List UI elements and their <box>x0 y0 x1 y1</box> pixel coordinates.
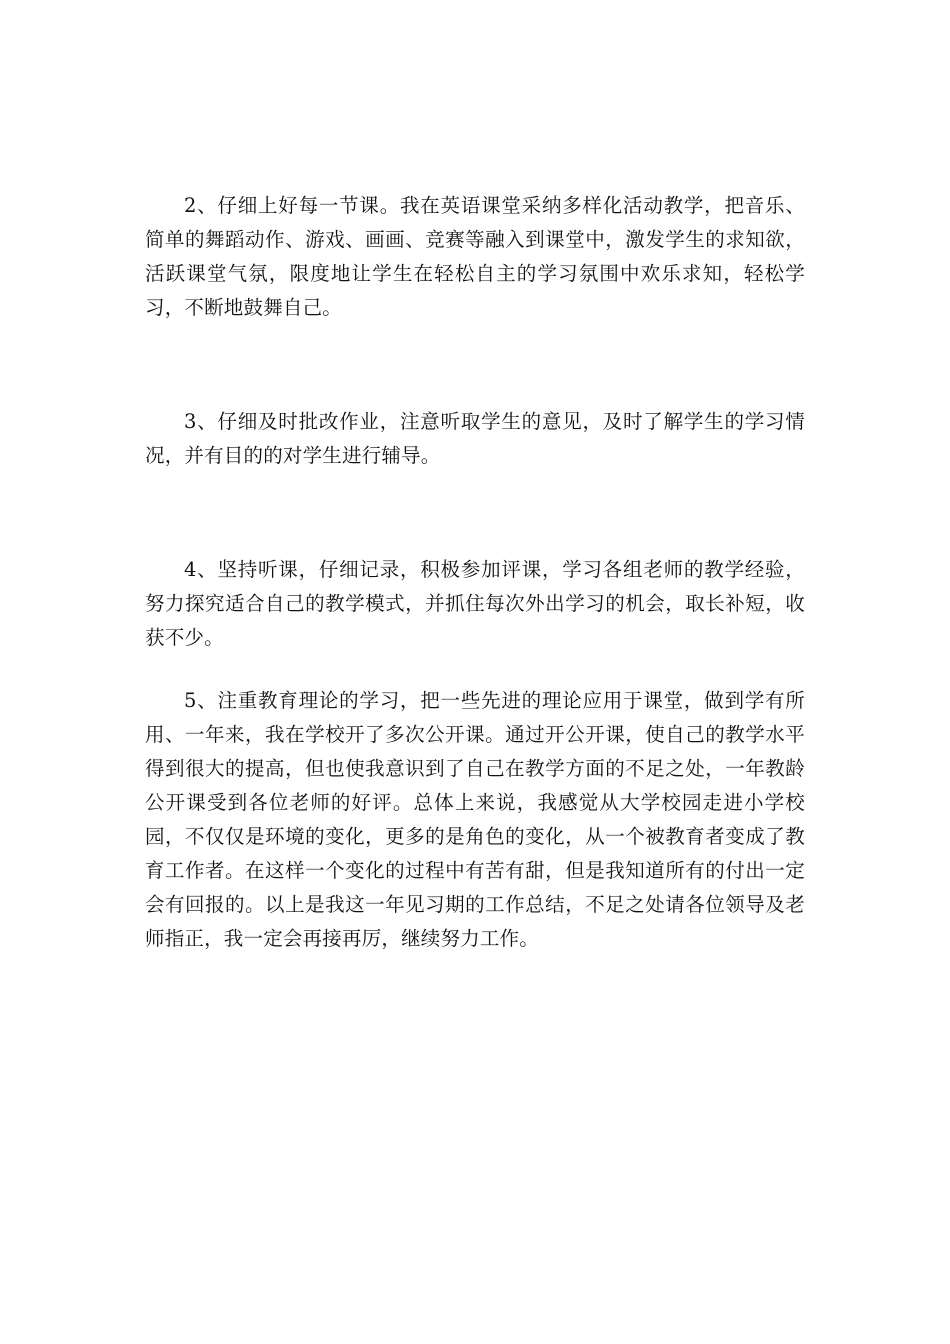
paragraph-item-4: 4、坚持听课，仔细记录，积极参加评课，学习各组老师的教学经验，努力探究适合自己的教学模式，并抓住每次外出学习的机会，取长补短，收获不少。 <box>145 558 805 649</box>
paragraph-item-5: 5、注重教育理论的学习，把一些先进的理论应用于课堂，做到学有所用、一年来，我在学校开了多次公开课。通过开公开课，使自己的教学水平得到很大的提高，但也使我意识到了自己在教学方面的不足之处，一年教龄公开课受到各位老师的好评。总体上来说，我感觉从大学校园走进小学校园，不仅仅是环境的变化，更多的是角色的变化，从一个被教育者变成了教育工作者。在这样一个变化的过程中有苦有甜，但是我知道所有的付出一定会有回报的。以上是我这一年见习期的工作总结，不足之处请各位领导及老师指正，我一定会再接再厉，继续努力工作。 <box>145 689 805 950</box>
paragraph-item-3: 3、仔细及时批改作业，注意听取学生的意见，及时了解学生的学习情况，并有目的的对学生进行辅导。 <box>145 410 805 467</box>
paragraph-item-2: 2、仔细上好每一节课。我在英语课堂采纳多样化活动教学，把音乐、简单的舞蹈动作、游戏、画画、竞赛等融入到课堂中，激发学生的求知欲，活跃课堂气氛，限度地让学生在轻松自主的学习氛围中欢乐求知，轻松学习，不断地鼓舞自己。 <box>145 194 805 319</box>
